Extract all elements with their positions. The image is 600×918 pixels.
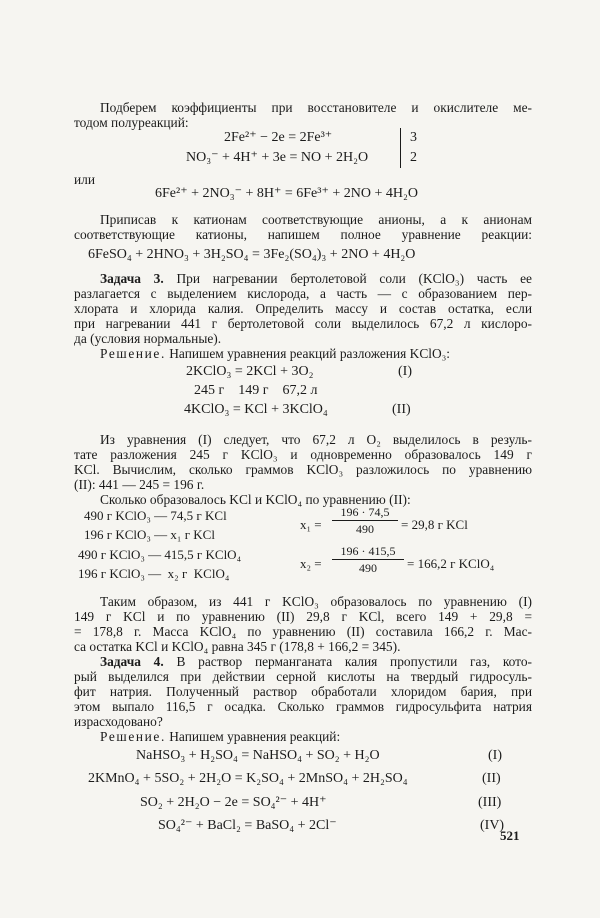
reaction-permanganate: 2KMnO₄ + 5SO₂ + 2H₂O = K₂SO₄ + 2MnSO₄ + 2H₂SO₄ [88, 771, 408, 786]
coefficient: 3 [410, 130, 417, 145]
half-reaction-nitrate: NO₃⁻ + 4H⁺ + 3e = NO + 2H₂O [186, 150, 369, 165]
fraction-bar [332, 559, 404, 560]
x2-result: = 166,2 г KClO₄ [407, 556, 495, 571]
reaction-sulfite: NaHSO₃ + H₂SO₄ = NaHSO₄ + SO₂ + H₂O [136, 748, 380, 763]
text-line: этом выпало 116,5 г осадка. Сколько граммов гидросульфита натрия [74, 699, 532, 714]
reaction-masses: 245 г 149 г 67,2 л [194, 383, 318, 398]
ionic-equation: 6Fe²⁺ + 2NO₃⁻ + 8H⁺ = 6Fe³⁺ + 2NO + 4H₂O [155, 186, 418, 201]
reaction-I: 2KClO₃ = 2KCl + 3O₂ [186, 364, 314, 379]
solution-4-line [100, 729, 532, 744]
equation-number: (IV) [480, 818, 505, 833]
text-line: Из уравнения (I) следует, что 67,2 л O₂ выделилось в резуль- [100, 432, 532, 447]
x1-fraction [332, 505, 398, 536]
text-span: Напишем уравнения реакций: [169, 729, 341, 744]
text-line: 149 г KCl и по уравнению (II) 29,8 г KCl, всего 149 + 29,8 = [74, 609, 532, 624]
coefficient-divider [400, 128, 401, 168]
text-line: = 178,8 г. Масса KClO₄ по уравнению (II) составила 166,2 г. Мас- [74, 624, 532, 639]
problem-3-line [100, 271, 532, 286]
problem-3-label: Задача 3. [100, 271, 164, 286]
text-line: Таким образом, из 441 г KClO₃ образовалось по уравнению (I) [100, 594, 532, 609]
proportion-line: 196 г KClO₃ — x₂ г KClO₄ [78, 566, 230, 581]
equation-number: (I) [398, 364, 412, 379]
reaction-II: 4KClO₃ = KCl + 3KClO₄ [184, 402, 328, 417]
equation-number: (II) [392, 402, 411, 417]
text-line: Подберем коэффициенты при восстановителе и окислителе ме- [100, 100, 532, 115]
problem-4-label: Задача 4. [100, 654, 164, 669]
x1-result: = 29,8 г KCl [401, 517, 468, 532]
text-line: израсходовано? [74, 714, 163, 729]
text-line: Приписав к катионам соответствующие анионы, а к анионам [100, 212, 532, 227]
text-line: рый выделился при действии серной кислоты на твердый гидросуль- [74, 669, 532, 684]
problem-4-line [100, 654, 532, 669]
text-line: тодом полуреакций: [74, 115, 189, 130]
text-line: хлората и хлорида калия. Определить массу и состав остатка, если [74, 301, 532, 316]
x2-numerator: 196 · 415,5 [340, 544, 396, 558]
text-span: В раствор перманганата калия пропустили газ, кото- [176, 654, 532, 669]
text-line: KCl. Вычислим, сколько граммов KClO₃ разложилось по уравнению [74, 462, 532, 477]
x2-fraction [332, 544, 404, 575]
reaction-barium: SO₄²⁻ + BaCl₂ = BaSO₄ + 2Cl⁻ [158, 818, 337, 833]
text-line: фит натрия. Полученный раствор обработали хлоридом бария, при [74, 684, 532, 699]
x1-lhs: x₁ = [300, 517, 322, 532]
proportion-line: 490 г KClO₃ — 74,5 г KCl [84, 508, 227, 523]
text-line: тате разложения 245 г KClO₃ и одновременно образовалось 149 г [74, 447, 532, 462]
x2-denominator: 490 [359, 561, 377, 575]
half-reaction-iron: 2Fe²⁺ − 2e = 2Fe³⁺ [224, 130, 333, 145]
coefficient: 2 [410, 150, 417, 165]
page-number: 521 [500, 828, 520, 843]
text-line: разлагается с выделением кислорода, а часть — с образованием пер- [74, 286, 532, 301]
text-line: да (условия нормальные). [74, 331, 222, 346]
equation-number: (I) [488, 748, 502, 763]
proportion-line: 196 г KClO₃ — x₁ г KCl [84, 527, 215, 542]
text-span: Напишем уравнения реакций разложения KClO₃: [169, 346, 451, 361]
text-span: При нагревании бертолетовой соли (KClO₃) часть ее [176, 271, 532, 286]
equation-number: (III) [478, 795, 502, 810]
x2-lhs: x₂ = [300, 556, 322, 571]
solution-3-line [100, 346, 532, 361]
text-line: соответствующие катионы, напишем полное уравнение реакции: [74, 227, 532, 242]
proportion-line: 490 г KClO₃ — 415,5 г KClO₄ [78, 547, 242, 562]
text-line: Сколько образовалось KCl и KClO₄ по уравнению (II): [100, 492, 411, 507]
molecular-equation: 6FeSO₄ + 2HNO₃ + 3H₂SO₄ = 3Fe₂(SO₄)₃ + 2NO + 4H₂O [88, 247, 416, 262]
x1-denominator: 490 [356, 522, 374, 536]
equation-number: (II) [482, 771, 501, 786]
x1-numerator: 196 · 74,5 [340, 505, 390, 519]
half-reaction-sulfur: SO₂ + 2H₂O − 2e = SO₄²⁻ + 4H⁺ [140, 795, 327, 810]
text-line: при нагревании 441 г бертолетовой соли выделилось 67,2 л кислоро- [74, 316, 532, 331]
text-line: са остатка KCl и KClO₄ равна 345 г (178,8 + 166,2 = 345). [74, 639, 401, 654]
text-line: (II): 441 — 245 = 196 г. [74, 477, 205, 492]
fraction-bar [332, 520, 398, 521]
solution-label: Решение. [100, 346, 166, 361]
solution-label: Решение. [100, 729, 166, 744]
text-line: или [74, 172, 96, 187]
